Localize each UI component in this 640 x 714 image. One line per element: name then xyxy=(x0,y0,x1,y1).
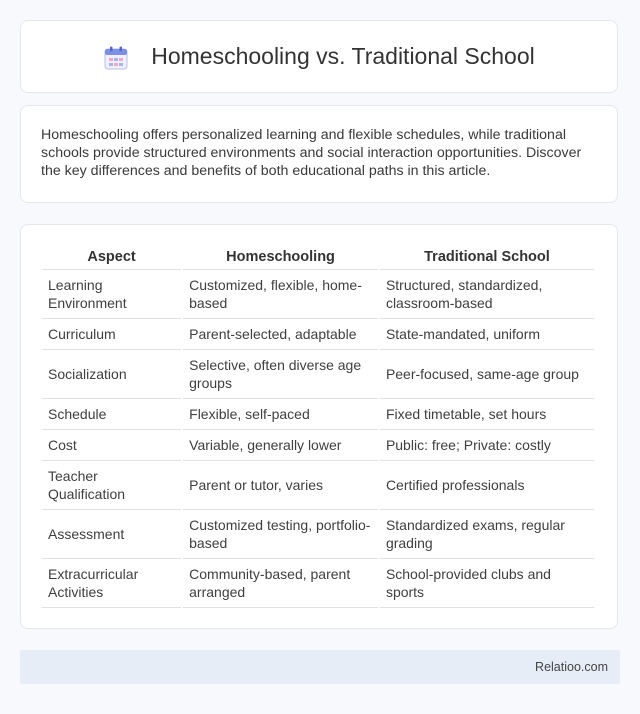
row-aspect: Socialization xyxy=(42,350,181,399)
page-title: Homeschooling vs. Traditional School xyxy=(151,43,535,69)
intro-card xyxy=(20,105,618,203)
table-row xyxy=(42,461,594,510)
row-homeschooling: Customized, flexible, home-based xyxy=(183,270,378,319)
table-row xyxy=(42,319,594,350)
row-aspect: Curriculum xyxy=(42,319,181,350)
table-row xyxy=(42,270,594,319)
row-traditional: State-mandated, uniform xyxy=(380,319,594,350)
row-traditional: Public: free; Private: costly xyxy=(380,430,594,461)
row-aspect: Schedule xyxy=(42,399,181,430)
row-traditional: Fixed timetable, set hours xyxy=(380,399,594,430)
row-traditional: Standardized exams, regular grading xyxy=(380,510,594,559)
footer-brand[interactable]: Relatioo.com xyxy=(535,660,608,674)
row-homeschooling: Selective, often diverse age groups xyxy=(183,350,378,399)
row-traditional: Peer-focused, same-age group xyxy=(380,350,594,399)
comparison-card xyxy=(20,224,618,629)
table-row xyxy=(42,399,594,430)
intro-text: Homeschooling offers personalized learning and flexible schedules, while traditional schools provide structured environments and social interaction opportunities. Discover the key differences and benefits of both educational paths in this article. xyxy=(41,127,582,179)
footer xyxy=(20,650,620,684)
row-aspect: Teacher Qualification xyxy=(42,461,181,510)
row-aspect: Learning Environment xyxy=(42,270,181,319)
table-row xyxy=(42,350,594,399)
row-homeschooling: Variable, generally lower xyxy=(183,430,378,461)
row-traditional: Structured, standardized, classroom-based xyxy=(380,270,594,319)
row-homeschooling: Parent-selected, adaptable xyxy=(183,319,378,350)
row-aspect: Assessment xyxy=(42,510,181,559)
row-homeschooling: Flexible, self-paced xyxy=(183,399,378,430)
table-row xyxy=(42,510,594,559)
row-traditional: Certified professionals xyxy=(380,461,594,510)
title-card xyxy=(20,20,618,93)
row-aspect: Extracurricular Activities xyxy=(42,559,181,608)
column-header-traditional: Traditional School xyxy=(380,245,594,270)
row-traditional: School-provided clubs and sports xyxy=(380,559,594,608)
column-header-aspect: Aspect xyxy=(42,245,181,270)
comparison-table xyxy=(40,245,596,608)
table-header-row xyxy=(42,245,594,270)
table-row xyxy=(42,559,594,608)
calendar-icon xyxy=(103,45,129,71)
row-aspect: Cost xyxy=(42,430,181,461)
column-header-homeschooling: Homeschooling xyxy=(183,245,378,270)
table-row xyxy=(42,430,594,461)
row-homeschooling: Customized testing, portfolio-based xyxy=(183,510,378,559)
row-homeschooling: Community-based, parent arranged xyxy=(183,559,378,608)
row-homeschooling: Parent or tutor, varies xyxy=(183,461,378,510)
